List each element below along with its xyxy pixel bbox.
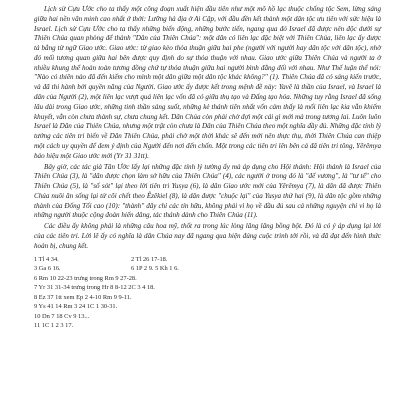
body-paragraph-1: Lịch sử Cựu Ước cho ta thấy một công đoạn xuất hiện đầu tiên như một mô hồ lạc thuộc chống tộc Sem, lừng sáng giữa hai nền văn minh cao nhất ở thời: Lưỡng hà địa ở Ai Cập, với đầu đền kết thành một dân tộc ưu tiên với sức hiệu là Israel. Lịch sử Cựu Ước cho ta thấy những biến động, những bước tiến, ngang qua đó Israel đã được nên độc dưới sự Thiên Chúa quan phòng để thành "Dân của Thiên Chúa": một dân có liên lạc đặc biệt với Thiên Chúa, liên lạc ấy được tả bằng từ ngữ Giao ước. Giao ước: từ giao kèo thỏa thuận giữa hai phe (người với người hay dân tộc với dân tộc), nhờ đó mối tương quan giữa hai bên được quy định do sự thỏa thuận với nhau. Giao ước giữa Thiên Chúa và người ta ở nhiều khung thể hoàn toàn tương đồng chứ tự thỏa thuận giữa hai người bình đẳng đối với nhau. Như Thế luận thể nói: "Nào có thiên nào đã đến kiếm cho mình một dân giữa một dân tộc khác không?" (1). Thiên Chúa đã có sáng kiến trước, và đã thi hành bởi quyền năng của Người. Giao ước ấy được kết trong mệnh đề này: Yavê là thần của Israel, và Israel là dân của Người (2), một liên lạc vượt quá liên lạc vốn đã có giữa thụ tạo và Đấng tạo hóa. Những tuy rằng Israel đã sống lâu dài trong Giao ước, những tinh thần sáng suốt, những kẻ thánh tiên nhất vốn cảm thấy là mối liên lạc kia vẫn khiếm khuyết, vẫn còn chưa thành sự, chưa chung kết. Dân Chúa còn phải chờ đợi một cái gì mới mà trong tương lai. Luôn luôn Israel là Dân của Thiên Chúa, nhưng một trật còn chưa là Dân của Thiên Chúa theo một nghĩa đầy đủ. Những đặc tính lý tưởng các tiên tri biến về Dân Thiên Chúa, phải chờ một thời khác sẽ đến mới nên thực thụ, thời Thiên Chúa can thiệp một cách uy quyền để đem ý định của Người đến nơi đến chốn. Một trong các tiên tri lên bên cả đã tiên tri tông, Yêrêmya báo hiệu một Giao ước mới (Yr 31 31tt). <box>34 5 381 160</box>
footnote-2: 2 Tl 26 17-18. <box>131 255 168 263</box>
footnote-4-5: 6 1P 2 9. 5 Kh 1 6. <box>131 265 179 273</box>
footnotes <box>34 255 381 331</box>
footnote-row <box>34 264 381 274</box>
footnote-3: 3 Ga 6 16. <box>34 265 61 273</box>
footnote-6: 6 Rm 10 22-23 trưng trong Rm 9 27-28. <box>34 274 137 282</box>
footnote-11: 11 1C 1 2 3 17. <box>34 322 74 330</box>
footnote-row <box>34 255 381 265</box>
footnote-7: 7 Yr 31 31-34 trưng trong Hr 8 8-12 2C 3 4 18. <box>34 284 155 292</box>
footnote-10: 10 Dn 7 18 Cv 9 13... <box>34 312 90 320</box>
footnote-8: 8 Ez 37 1tt xem Ep 2 4-10 Rm 9 9-11. <box>34 293 132 301</box>
body-paragraph-3: Các điều ấy không phải là những câu hoa mỹ, thốt ra trong lúc lòng lâng lâng bồng bột. Đó là có ý áp dụng lại lời của các tiên tri. Lời lẽ ấy có nghĩa là dân Chúa nay đã ngang qua hiện đúng cuộc trình tới rồi, và đã đạt đến hình thức hoàn bị, chung kết. <box>34 222 381 250</box>
body-paragraph-2: Bây giờ, các tác giả Tân Ước lấy lại những đặc tính lý tưởng ấy mà áp dụng cho Hội thánh: Hội thánh là Israel của Thiên Chúa (3), là "dân được chọn làm sở hữu của Thiên Chúa" (4), các người ở trong đó là "để vương", là "tư tế" cho Thiên Chúa (5), là "số sót" lại theo lời tiên tri Yusya (6), là dân Giao ước mới của Yêrêmya (7), là dân đã được Thiên Chúa nuôi ăn sống lại từ cõi chết theo Êzêkiel (8), là dân được "chuộc lại" của Yusya thứ hai (9), là dân tộc gồm những thành của Đống Tối cao (10): "thành" đây chỉ các tín hữu, không phải vì họ về đầu đủ sau cả những nguyện chỉ vì họ là những người thuộc cộng đoàn hiến dâng, tác thánh dành cho Thiên Chúa (11). <box>34 162 381 220</box>
footnote-9: 9 Ys 41 14 Rm 3 24 1C 1 30-31. <box>34 303 118 311</box>
footnote-1: 1 Tl 4 34. <box>34 255 59 263</box>
